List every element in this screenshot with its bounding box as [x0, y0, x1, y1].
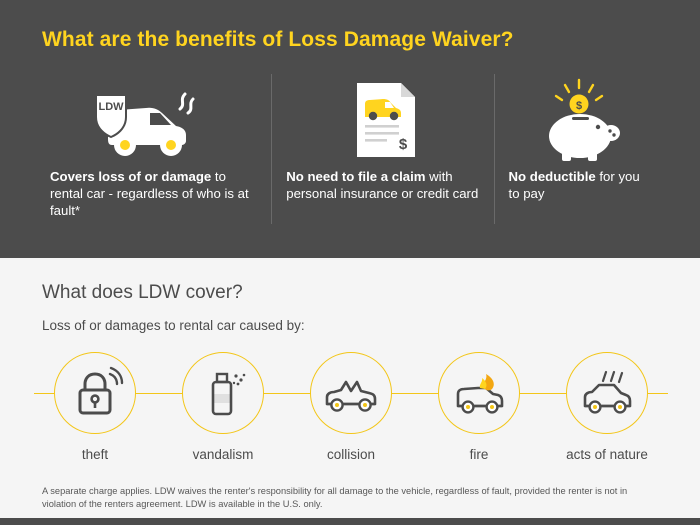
svg-text:LDW: LDW: [98, 101, 124, 113]
benefit-rest: for you to pay: [508, 169, 640, 201]
coverage-label: collision: [326, 447, 376, 462]
collision-car-crash-icon: [310, 352, 392, 434]
coverage-items: [34, 352, 668, 472]
coverage-label: fire: [469, 447, 489, 462]
coverage-item-collision: [290, 352, 412, 462]
svg-text:$: $: [576, 100, 583, 112]
coverage-item-vandalism: [162, 352, 284, 462]
coverage-subtitle: Loss of or damages to rental car caused by:: [42, 318, 305, 333]
benefit-rest: with personal insurance or credit card: [286, 169, 479, 201]
benefit-item-no-claim: [272, 72, 493, 244]
car-with-shield-ldw-icon: [50, 72, 257, 168]
footnote: A separate charge applies. LDW waives the renter's responsibility for all damage to the vehicle, regardless of fault, provided the renter is not in violation of the renters agreement. LDW is available in the U.S. only.: [42, 486, 628, 509]
coverage-item-acts-of-nature: [546, 352, 668, 462]
theft-lock-icon: [54, 352, 136, 434]
coverage-item-fire: [418, 352, 540, 462]
coverage-title: What does LDW cover?: [42, 282, 243, 303]
coverage-item-theft: [34, 352, 156, 462]
benefit-item-no-deductible: [495, 72, 664, 244]
claim-document-icon: [286, 72, 479, 168]
benefit-rest: to rental car - regardless of who is at fault*: [50, 169, 249, 218]
benefit-text-coverage: [50, 168, 257, 219]
acts-of-nature-hail-car-icon: [566, 352, 648, 434]
fire-burning-car-icon: [438, 352, 520, 434]
benefit-text-no-claim: [286, 168, 479, 202]
benefits-list: [36, 72, 664, 244]
benefit-lead: Covers loss of or damage: [50, 169, 212, 184]
bottom-bar: [0, 518, 700, 525]
coverage-label: acts of nature: [566, 447, 648, 462]
coverage-label: vandalism: [192, 447, 254, 462]
piggy-bank-coin-icon: [509, 72, 650, 168]
coverage-panel: [0, 258, 700, 525]
coverage-label: theft: [81, 447, 109, 462]
benefits-panel: [0, 0, 700, 258]
svg-text:$: $: [398, 136, 408, 153]
benefit-lead: No deductible: [508, 169, 596, 184]
benefit-lead: No need to file a claim: [286, 169, 426, 184]
benefit-text-no-deductible: [509, 168, 650, 202]
page-title: What are the benefits of Loss Damage Waiver?: [42, 28, 514, 51]
vandalism-spray-can-icon: [182, 352, 264, 434]
benefit-item-coverage: [36, 72, 271, 244]
